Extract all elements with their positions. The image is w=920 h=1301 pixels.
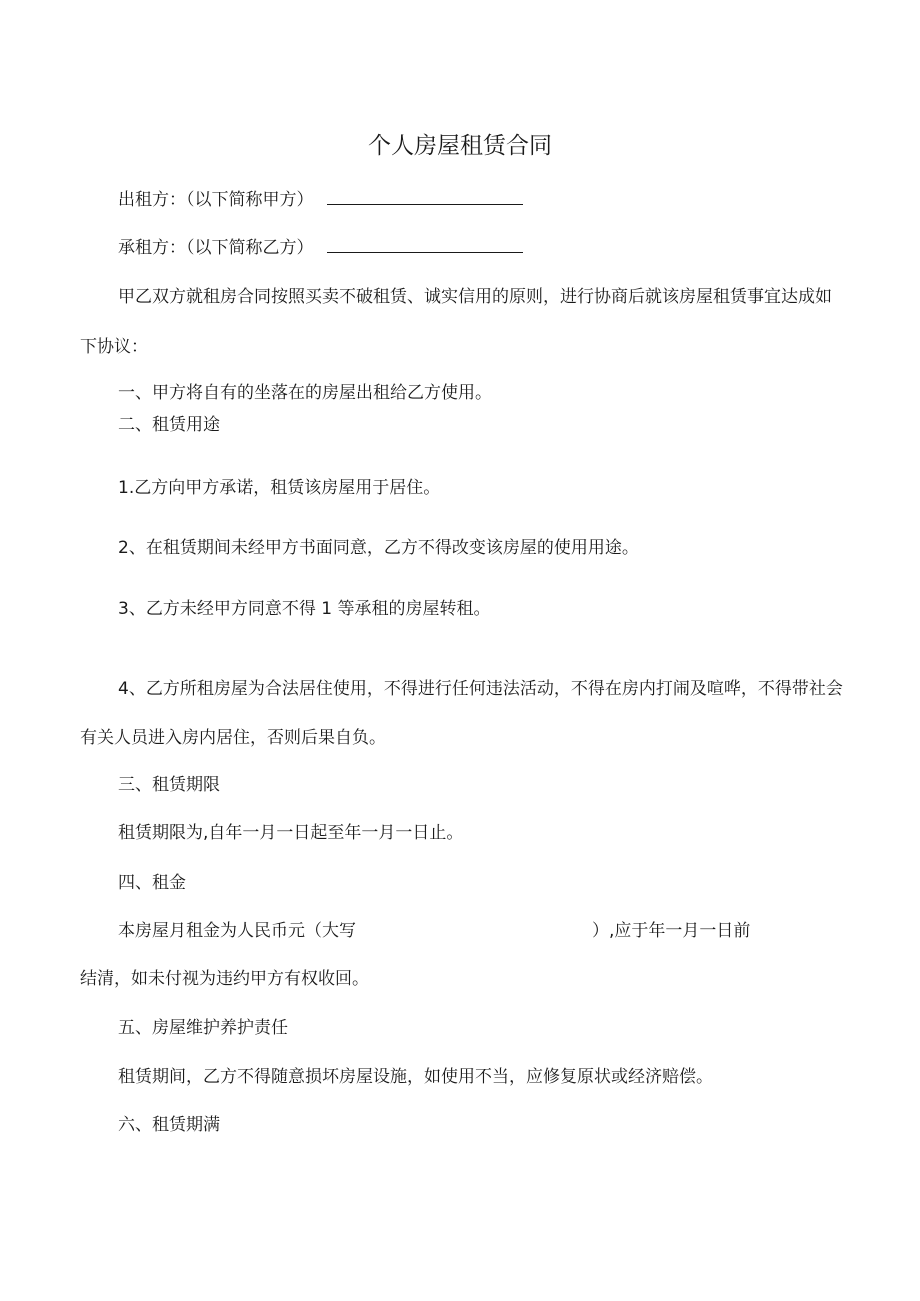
section-4-heading: 四、租金 xyxy=(118,873,186,893)
lessee-name-blank xyxy=(327,234,523,253)
section-6-heading: 六、租赁期满 xyxy=(118,1115,220,1135)
term-text: 租赁期限为,自年一月一日起至年一月一日止。 xyxy=(118,823,464,843)
clause-1: 一、甲方将自有的坐落在的房屋出租给乙方使用。 xyxy=(118,383,492,403)
section-2-heading: 二、租赁用途 xyxy=(118,415,220,435)
lessee-label: 承租方：（以下简称乙方） xyxy=(118,238,314,258)
document-title: 个人房屋租赁合同 xyxy=(368,133,552,159)
item-1: 1.乙方向甲方承诺，租赁该房屋用于居住。 xyxy=(118,478,441,498)
item-2: 2、在租赁期间未经甲方书面同意，乙方不得改变该房屋的使用用途。 xyxy=(118,538,639,558)
section-5-heading: 五、房屋维护养护责任 xyxy=(118,1018,288,1038)
maintenance-text: 租赁期间，乙方不得随意损坏房屋设施，如使用不当，应修复原状或经济赔偿。 xyxy=(118,1067,713,1087)
rent-part-1: 本房屋月租金为人民币元（大写 xyxy=(118,921,356,941)
lessor-line xyxy=(118,186,523,212)
intro-line-1: 甲乙双方就租房合同按照买卖不破租赁、诚实信用的原则，进行协商后就该房屋租赁事宜达成如 xyxy=(118,287,832,307)
lessee-line xyxy=(118,234,523,260)
lessor-name-blank xyxy=(327,186,523,205)
section-3-heading: 三、租赁期限 xyxy=(118,775,220,795)
rent-part-2: ）,应于年一月一日前 xyxy=(592,921,751,941)
item-4-line-1: 4、乙方所租房屋为合法居住使用，不得进行任何违法活动，不得在房内打闹及喧哗，不得带社会 xyxy=(118,679,843,699)
item-4-line-2: 有关人员进入房内居住，否则后果自负。 xyxy=(80,728,386,748)
rent-line-2: 结清，如未付视为违约甲方有权收回。 xyxy=(80,969,369,989)
intro-line-2: 下协议： xyxy=(80,337,148,357)
lessor-label: 出租方：（以下简称甲方） xyxy=(118,190,314,210)
item-3: 3、乙方未经甲方同意不得 1 等承租的房屋转租。 xyxy=(118,599,491,619)
